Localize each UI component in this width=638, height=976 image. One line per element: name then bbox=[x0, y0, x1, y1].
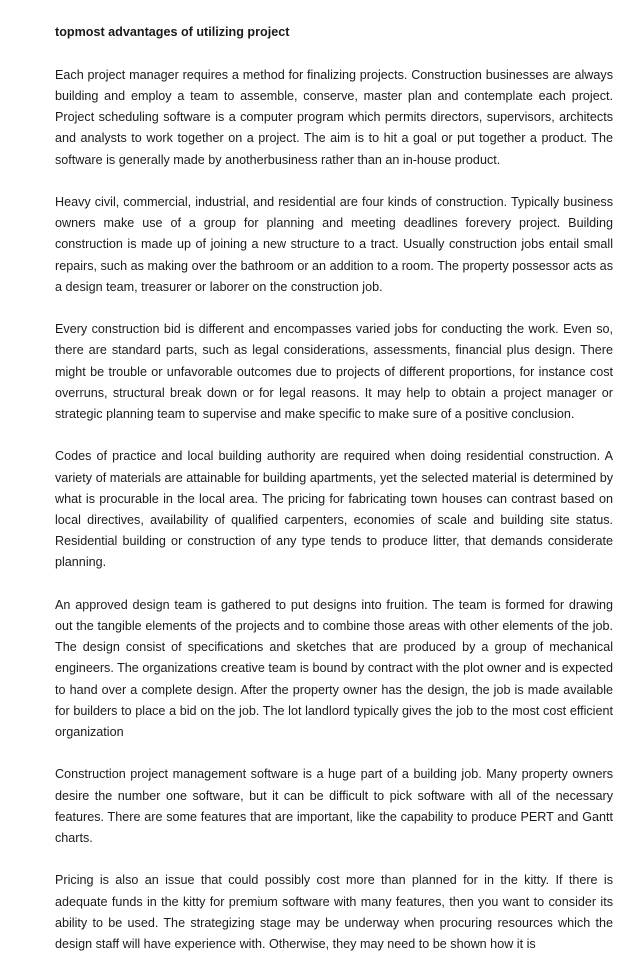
paragraph-pricing: Pricing is also an issue that could possibly cost more than planned for in the kitty. If there is adequate funds in the kitty for premium software with many features, then you want to consider its ability to be used. The strategizing stage may be underway when procuring resources which the design staff will have experience with. Otherwise, they may need to be shown how it is bbox=[55, 873, 613, 951]
document-title: topmost advantages of utilizing project bbox=[55, 25, 290, 39]
paragraph-management-software: Construction project management software is a huge part of a building job. Many property owners desire the number one software, but it can be difficult to pick software with all of the necessary features. There are some features that are important, like the capability to produce PERT and Gantt charts. bbox=[55, 767, 613, 845]
paragraph-construction-bids: Every construction bid is different and encompasses varied jobs for conducting the work. Even so, there are standard parts, such as legal considerations, assessments, financial plus design. There might be trouble or unfavorable outcomes due to projects of different proportions, for instance cost overruns, structural break down or for legal reasons. It may help to obtain a project manager or strategic planning team to supervise and make specific to make sure of a positive conclusion. bbox=[55, 322, 613, 421]
document-page bbox=[55, 22, 613, 976]
paragraph-construction-kinds: Heavy civil, commercial, industrial, and residential are four kinds of construction. Typically business owners make use of a group for planning and meeting deadlines forevery project. Building construction is made up of joining a new structure to a tract. Usually construction jobs entail small repairs, such as making over the bathroom or an addition to a room. The property possessor acts as a design team, treasurer or laborer on the construction job. bbox=[55, 194, 613, 294]
paragraph-design-team: An approved design team is gathered to put designs into fruition. The team is formed for drawing out the tangible elements of the projects and to combine those areas with other elements of the job. The design consist of specifications and sketches that are produced by a group of mechanical engineers. The organizations creative team is bound by contract with the plot owner and is expected to hand over a complete design. After the property owner has the design, the job is made available for builders to place a bid on the job. The lot landlord typically gives the job to the most cost efficient organization bbox=[55, 597, 613, 739]
paragraph-residential-codes: Codes of practice and local building authority are required when doing residential construction. A variety of materials are attainable for building apartments, yet the selected material is determined by what is procurable in the local area. The pricing for fabricating town houses can contrast based on local directives, availability of qualified carpenters, economies of scale and building site status. Residential building or construction of any type tends to produce litter, that demands considerate planning. bbox=[55, 449, 613, 570]
paragraph-project-managers: Each project manager requires a method for finalizing projects. Construction businesses are always building and employ a team to assemble, conserve, master plan and contemplate each project. Project scheduling software is a computer program which permits directors, supervisors, architects and analysts to work together on a project. The aim is to hit a goal or put together a product. The software is generally made by anotherbusiness rather than an in-house product. bbox=[55, 67, 613, 167]
